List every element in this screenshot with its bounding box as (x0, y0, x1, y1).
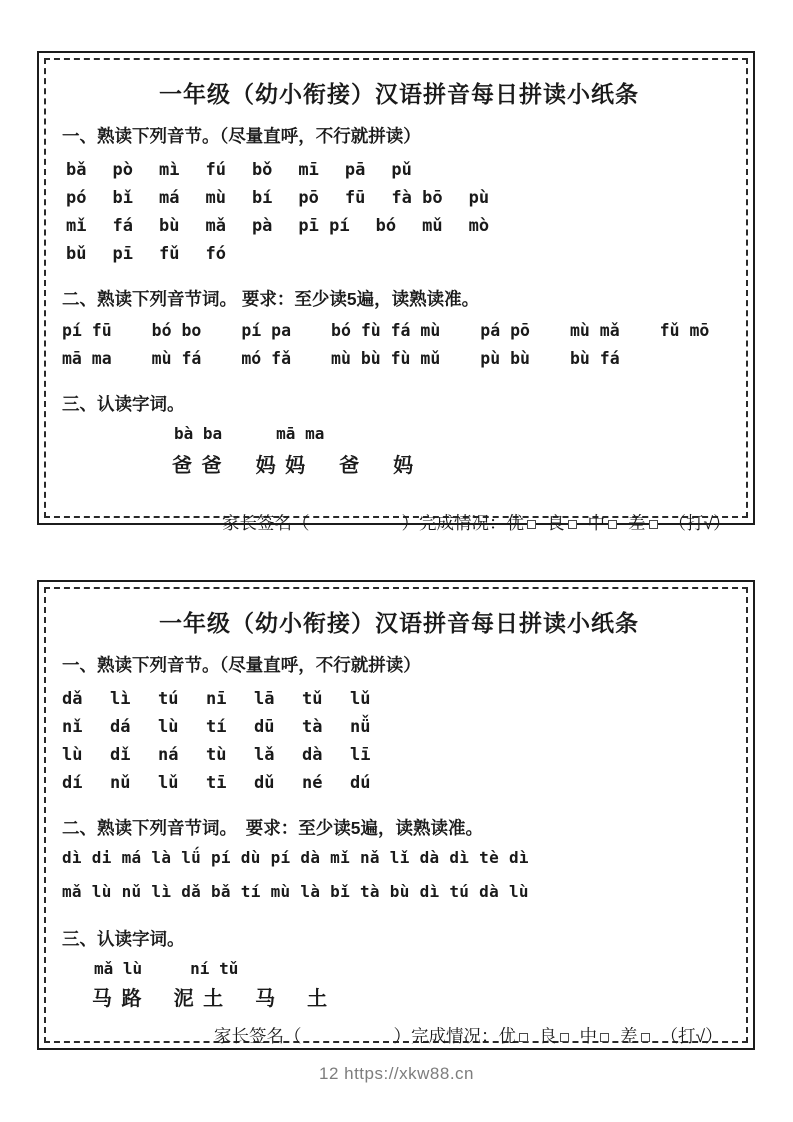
pinyin-row (62, 717, 736, 745)
checkbox (649, 520, 658, 529)
pinyin-row (62, 321, 736, 349)
pinyin-syllable: pá pō (480, 321, 530, 340)
section-heading-read-characters: 三、认读字词。 (62, 394, 185, 414)
pinyin-row (66, 244, 736, 272)
completion-label: ）完成情况： (401, 513, 507, 533)
checkbox (608, 520, 617, 529)
pinyin-syllable: lù (62, 745, 83, 765)
pinyin-row (66, 216, 736, 244)
syllable-rows (62, 160, 736, 272)
hanzi-word: 土 (307, 988, 330, 1010)
pinyin-row (62, 882, 736, 916)
pinyin-syllable: dì di má là lǘ pí dù pí dà mǐ nǎ lǐ dà dì tè dì (62, 848, 529, 867)
pinyin-syllable: pā (344, 160, 366, 180)
character-pinyin-words (174, 424, 736, 443)
pinyin-row (62, 848, 736, 882)
checkbox (568, 520, 577, 529)
pinyin-syllable: lǎ (254, 745, 275, 765)
completion-option: 差 (628, 513, 658, 533)
pinyin-word: ní tǔ (190, 959, 239, 978)
pinyin-syllable: mǐ (66, 216, 87, 236)
pinyin-syllable: mì (158, 160, 180, 180)
pinyin-syllable: bó bo (151, 321, 202, 340)
pinyin-syllable: fú (205, 160, 226, 180)
pinyin-syllable: tù (206, 745, 227, 765)
checkbox (600, 1033, 609, 1042)
completion-option: 优 (499, 1026, 529, 1046)
section-heading-read-syllables: 一、熟读下列音节。（尽量直呼，不行就拼读） (62, 126, 421, 146)
pinyin-syllable: pù bù (480, 349, 530, 368)
pinyin-syllable: bí (251, 188, 273, 208)
pinyin-syllable: mā ma (62, 349, 112, 368)
pinyin-syllable: lā (254, 689, 275, 709)
character-words (172, 449, 736, 478)
parent-signature-line (214, 1023, 736, 1048)
character-pinyin-words (94, 959, 736, 978)
hanzi-word: 妈 妈 (255, 455, 308, 477)
pinyin-syllable: fà bō (391, 188, 443, 208)
section-heading-read-syllables: 一、熟读下列音节。（尽量直呼，不行就拼读） (62, 655, 421, 675)
tick-hint: （打√） (668, 513, 731, 533)
sheet-title: 一年级（幼小衔接）汉语拼音每日拼读小纸条 (159, 81, 639, 107)
completion-options (499, 1026, 661, 1046)
pinyin-syllable: fá (112, 216, 133, 236)
pinyin-syllable: dà (302, 745, 323, 765)
pinyin-syllable: pí fū (62, 321, 112, 340)
pinyin-syllable: dū (254, 717, 275, 737)
worksheet-2 (37, 580, 755, 1050)
pinyin-syllable: bó fù fá mù (331, 321, 441, 340)
pinyin-row (62, 349, 736, 377)
hanzi-word: 爸 爸 (172, 455, 224, 477)
pinyin-syllable: pí pa (241, 321, 292, 340)
pinyin-word: bà ba (174, 424, 223, 443)
completion-options (507, 513, 669, 533)
pinyin-syllable: bǔ (66, 244, 87, 264)
pinyin-syllable: mǎ lù nǔ lì dǎ bǎ tí mù là bǐ tà bù dì tú dà lù (62, 882, 529, 901)
sheet-title: 一年级（幼小衔接）汉语拼音每日拼读小纸条 (159, 610, 639, 636)
pinyin-syllable: dǎ (62, 689, 83, 709)
character-words (92, 982, 736, 1011)
pinyin-syllable: tí (206, 717, 227, 737)
pinyin-syllable: mù bù fù mǔ (331, 349, 441, 368)
pinyin-syllable: pī (112, 244, 133, 264)
syllable-word-rows (62, 848, 736, 916)
pinyin-word: mǎ lù (94, 959, 143, 978)
completion-option: 中 (588, 513, 618, 533)
pinyin-syllable: né (302, 773, 323, 793)
tick-hint: （打√） (660, 1026, 723, 1046)
pinyin-row (66, 188, 736, 216)
pinyin-syllable: fó (205, 244, 226, 264)
completion-label: ）完成情况： (393, 1026, 499, 1046)
pinyin-syllable: mù fá (151, 349, 202, 368)
hanzi-word: 马 路 (92, 988, 144, 1010)
pinyin-syllable: mù (205, 188, 226, 208)
pinyin-row (62, 689, 736, 717)
pinyin-syllable: fǔ mō (659, 321, 710, 340)
completion-option: 差 (620, 1026, 650, 1046)
pinyin-row (62, 745, 736, 773)
pinyin-syllable: fǔ (158, 244, 180, 264)
pinyin-syllable: bù fá (569, 349, 620, 368)
hanzi-word: 马 (255, 988, 278, 1010)
checkbox (519, 1033, 528, 1042)
pinyin-syllable: bǐ (112, 188, 133, 208)
pinyin-syllable: dǔ (254, 773, 275, 793)
signature-label: 家长签名（ (222, 513, 310, 533)
pinyin-syllable: tú (158, 689, 179, 709)
pinyin-syllable: dí (62, 773, 83, 793)
pinyin-syllable: dú (350, 773, 371, 793)
pinyin-syllable: nī (206, 689, 227, 709)
pinyin-syllable: mǔ (422, 216, 443, 236)
pinyin-syllable: nǚ (350, 717, 371, 737)
pinyin-syllable: dǐ (110, 745, 131, 765)
pinyin-syllable: pǔ (391, 160, 412, 180)
pinyin-syllable: tà (302, 717, 323, 737)
pinyin-syllable: lǔ (350, 689, 371, 709)
pinyin-syllable: bó (375, 216, 397, 236)
pinyin-syllable: pà (251, 216, 273, 236)
pinyin-syllable: fū (344, 188, 366, 208)
parent-signature-line (222, 510, 736, 535)
pinyin-syllable: pó (66, 188, 87, 208)
completion-option: 优 (507, 513, 537, 533)
signature-label: 家长签名（ (214, 1026, 302, 1046)
pinyin-syllable: mī (298, 160, 319, 180)
worksheet-1-dashed-frame (44, 58, 748, 533)
pinyin-syllable: mó fǎ (241, 349, 292, 368)
pinyin-syllable: nǔ (110, 773, 131, 793)
pinyin-syllable: mǎ (205, 216, 226, 236)
pinyin-syllable: lǔ (158, 773, 179, 793)
completion-option: 中 (580, 1026, 610, 1046)
completion-option: 良 (547, 513, 577, 533)
worksheet-2-dashed-frame (44, 587, 748, 1046)
pinyin-syllable: bǒ (251, 160, 273, 180)
checkbox (527, 520, 536, 529)
syllable-rows (62, 689, 736, 801)
pinyin-syllable: bù (158, 216, 180, 236)
section-heading-syllable-words: 二、熟读下列音节词。 要求：至少读5遍，读熟读准。 (62, 289, 480, 309)
pinyin-row (66, 160, 736, 188)
pinyin-syllable: tī (206, 773, 227, 793)
pinyin-row (62, 773, 736, 801)
pinyin-syllable: lī (350, 745, 371, 765)
section-heading-read-characters: 三、认读字词。 (62, 929, 185, 949)
checkbox (560, 1033, 569, 1042)
pinyin-syllable: lù (158, 717, 179, 737)
hanzi-word: 爸 (339, 455, 362, 477)
pinyin-syllable: lì (110, 689, 131, 709)
pinyin-syllable: mù mǎ (569, 321, 620, 340)
pinyin-syllable: bǎ (66, 160, 87, 180)
pinyin-word: mā ma (276, 424, 325, 443)
pinyin-syllable: mò (468, 216, 490, 236)
pinyin-syllable: ná (158, 745, 179, 765)
pinyin-syllable: pò (112, 160, 133, 180)
page-footer-url: 12 https://xkw88.cn (318, 1064, 475, 1083)
hanzi-word: 妈 (393, 455, 416, 477)
pinyin-syllable: nǐ (62, 717, 83, 737)
checkbox (641, 1033, 650, 1042)
hanzi-word: 泥 土 (173, 988, 226, 1010)
pinyin-syllable: dá (110, 717, 131, 737)
syllable-word-rows (62, 321, 736, 377)
pinyin-syllable: tǔ (302, 689, 323, 709)
completion-option: 良 (539, 1026, 569, 1046)
section-heading-syllable-words: 二、熟读下列音节词。 要求：至少读5遍，读熟读准。 (62, 818, 483, 838)
pinyin-syllable: pō (298, 188, 319, 208)
worksheet-1 (37, 51, 755, 533)
pinyin-syllable: má (158, 188, 180, 208)
pinyin-syllable: pù (468, 188, 490, 208)
pinyin-syllable: pī pí (298, 216, 350, 236)
